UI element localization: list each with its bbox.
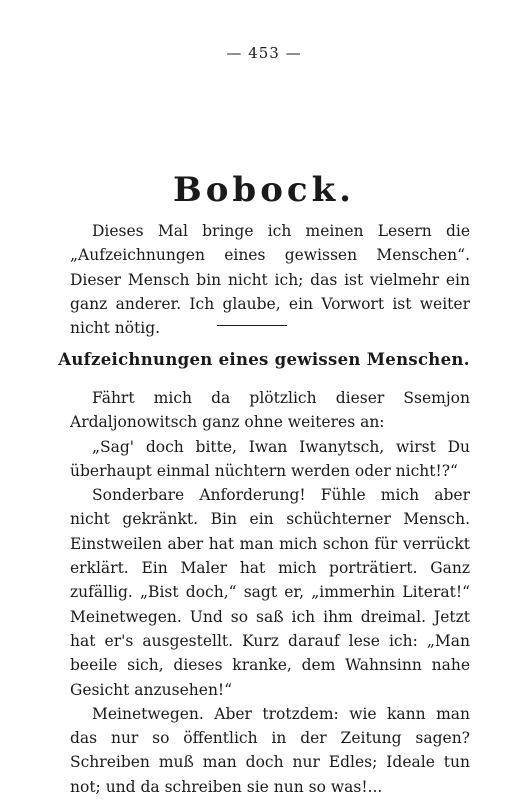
story-title: Bobock. — [173, 170, 355, 210]
page-number: — 453 — — [226, 44, 302, 62]
body-paragraph-3: Sonderbare Anforderung! Fühle mich aber nicht gekränkt. Bin ein schüchterner Mensch. Einstweilen aber hat man mich schon für verrückt erklärt. Ein Maler hat mich porträtiert. Ganz zufällig. „Bist doch,“ sagt er, „immerhin Literat!“ Meinetwegen. Und so saß ich ihm dreimal. Jetzt hat er's ausgestellt. Kurz darauf lese ich: „Man beeile sich, dieses kranke, dem Wahnsinn nahe Gesicht anzusehen!“ — [70, 486, 470, 699]
intro-paragraph-block — [70, 219, 470, 340]
body-text-block — [70, 386, 470, 799]
section-divider — [217, 325, 287, 326]
body-paragraph-2: „Sag' doch bitte, Iwan Iwanytsch, wirst Du überhaupt einmal nüchtern werden oder nicht!?“ — [70, 437, 470, 480]
intro-paragraph: Dieses Mal bringe ich meinen Lesern die „Aufzeichnungen eines gewissen Menschen“. Dieser Mensch bin nicht ich; das ist vielmehr ein ganz anderer. Ich glaube, ein Vorwort ist weiter nicht nötig. — [70, 222, 470, 338]
body-paragraph-1: Fährt mich da plötzlich dieser Ssemjon Ardaljonowitsch ganz ohne weiteres an: — [70, 389, 470, 432]
body-paragraph-4: Meinetwegen. Aber trotzdem: wie kann man das nur so öffentlich in der Zeitung sagen? Schreiben muß man doch nur Edles; Ideale tun not; und da schreiben sie nun so was!... — [70, 704, 470, 796]
section-title: Aufzeichnungen eines gewissen Menschen. — [58, 350, 470, 369]
